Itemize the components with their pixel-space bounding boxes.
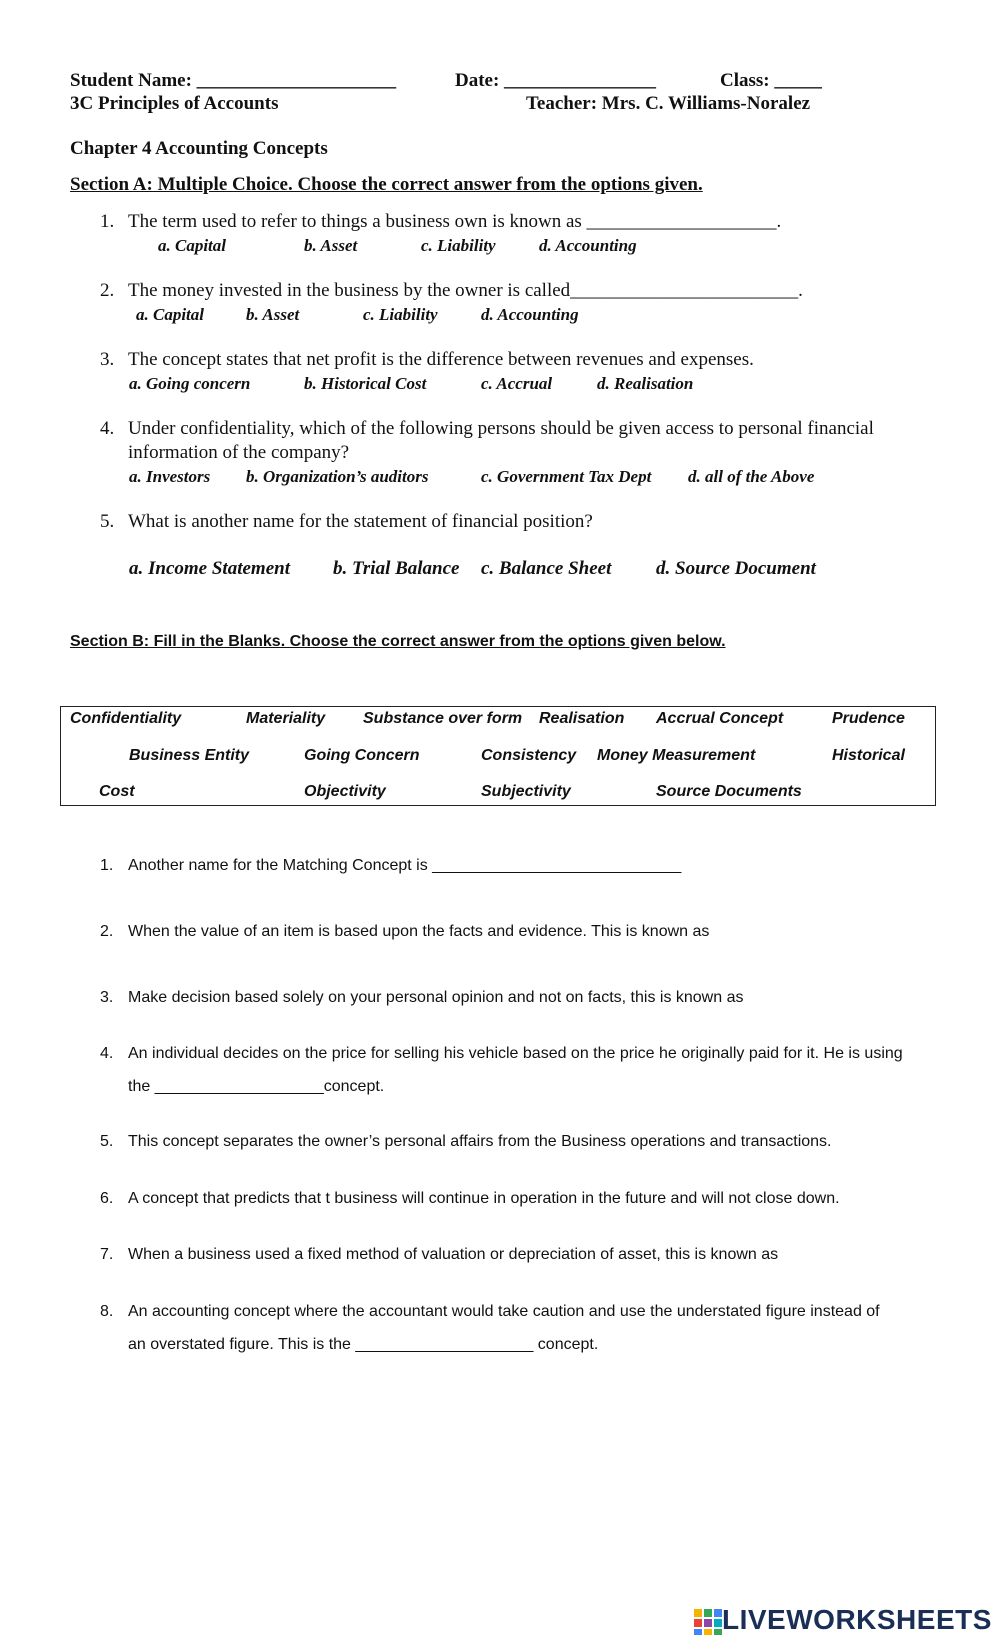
section-b-title: Section B: Fill in the Blanks. Choose the correct answer from the options given below. xyxy=(70,633,726,650)
word-bank-item: Historical xyxy=(832,747,905,764)
course-title: 3C Principles of Accounts xyxy=(70,93,279,114)
question-text: When the value of an item is based upon the facts and evidence. This is known as xyxy=(128,923,710,940)
question-number: 5. xyxy=(100,1133,114,1150)
question-text: A concept that predicts that t business will continue in operation in the future and will not close down. xyxy=(128,1190,840,1207)
chapter-title: Chapter 4 Accounting Concepts xyxy=(70,138,328,159)
word-bank-item: Source Documents xyxy=(656,783,802,800)
question-text: An accounting concept where the accountant would take caution and use the understated figure instead of xyxy=(128,1303,880,1320)
fill-question-2 xyxy=(100,923,709,941)
question-text: Another name for the Matching Concept is ____________________________ xyxy=(128,857,682,874)
class-field[interactable]: Class: _____ xyxy=(720,70,822,91)
question-text: The term used to refer to things a business own is known as ____________________. xyxy=(128,211,782,232)
word-bank-item: Subjectivity xyxy=(481,783,571,800)
question-number: 8. xyxy=(100,1303,114,1320)
fill-question-5 xyxy=(100,1133,832,1151)
option-c[interactable]: c. Liability xyxy=(363,305,438,324)
option-c[interactable]: c. Liability xyxy=(421,236,496,255)
word-bank-item: Money Measurement xyxy=(597,747,756,764)
teacher-name: Teacher: Mrs. C. Williams-Noralez xyxy=(526,93,811,114)
fill-question-8-continued: an overstated figure. This is the ____________________ concept. xyxy=(128,1336,599,1353)
question-number: 2. xyxy=(100,923,114,940)
option-a[interactable]: a. Investors xyxy=(129,467,211,486)
word-bank-item: Accrual Concept xyxy=(656,710,784,727)
question-number: 5. xyxy=(100,511,115,532)
question-text: The concept states that net profit is the difference between revenues and expenses. xyxy=(128,349,754,370)
option-b[interactable]: b. Asset xyxy=(246,305,300,324)
option-b[interactable]: b. Trial Balance xyxy=(333,558,460,579)
word-bank-item: Materiality xyxy=(246,710,326,727)
fill-question-4 xyxy=(100,1045,903,1063)
word-bank-item: Objectivity xyxy=(304,783,386,800)
word-bank-item: Consistency xyxy=(481,747,577,764)
fill-question-1 xyxy=(100,857,681,875)
question-number: 1. xyxy=(100,211,115,232)
mc-question-3 xyxy=(100,349,754,371)
option-a[interactable]: a. Capital xyxy=(158,236,227,255)
option-a[interactable]: a. Capital xyxy=(136,305,205,324)
student-name-field[interactable]: Student Name: _____________________ xyxy=(70,70,397,91)
mc-question-4 xyxy=(100,418,874,440)
option-b[interactable]: b. Historical Cost xyxy=(304,374,427,393)
mc-question-4-continued: information of the company? xyxy=(128,442,350,463)
question-number: 4. xyxy=(100,1045,114,1062)
liveworksheets-logo-text: LIVEWORKSHEETS xyxy=(722,1604,992,1635)
option-a[interactable]: a. Income Statement xyxy=(129,558,290,579)
fill-question-7 xyxy=(100,1246,778,1264)
fill-question-4-continued: the ___________________concept. xyxy=(128,1078,385,1095)
mc-question-1 xyxy=(100,211,781,233)
question-number: 2. xyxy=(100,280,115,301)
question-number: 3. xyxy=(100,989,114,1006)
option-d[interactable]: d. Accounting xyxy=(481,305,579,324)
question-text: This concept separates the owner’s personal affairs from the Business operations and transactions. xyxy=(128,1133,832,1150)
liveworksheets-logo-icon xyxy=(693,1608,723,1636)
option-d[interactable]: d. Accounting xyxy=(539,236,637,255)
question-text: An individual decides on the price for selling his vehicle based on the price he originally paid for it. He is using xyxy=(128,1045,903,1062)
question-number: 1. xyxy=(100,857,114,874)
word-bank-item: Going Concern xyxy=(304,747,420,764)
option-c[interactable]: c. Balance Sheet xyxy=(481,558,612,579)
question-text: Make decision based solely on your personal opinion and not on facts, this is known as xyxy=(128,989,744,1006)
question-text: The money invested in the business by the owner is called________________________. xyxy=(128,280,803,301)
word-bank-item: Substance over form xyxy=(363,710,523,727)
fill-question-6 xyxy=(100,1190,840,1208)
option-d[interactable]: d. Source Document xyxy=(656,558,816,579)
word-bank-item: Realisation xyxy=(539,710,625,727)
question-number: 3. xyxy=(100,349,115,370)
question-number: 7. xyxy=(100,1246,114,1263)
option-a[interactable]: a. Going concern xyxy=(129,374,251,393)
option-c[interactable]: c. Government Tax Dept xyxy=(481,467,652,486)
option-d[interactable]: d. all of the Above xyxy=(688,467,815,486)
mc-question-5 xyxy=(100,511,593,533)
fill-question-8 xyxy=(100,1303,880,1321)
word-bank-item: Prudence xyxy=(832,710,905,727)
option-b[interactable]: b. Asset xyxy=(304,236,358,255)
word-bank-item: Cost xyxy=(99,783,135,800)
option-d[interactable]: d. Realisation xyxy=(597,374,694,393)
word-bank-item: Confidentiality xyxy=(70,710,182,727)
option-c[interactable]: c. Accrual xyxy=(481,374,553,393)
question-number: 4. xyxy=(100,418,115,439)
date-field[interactable]: Date: ________________ xyxy=(455,70,657,91)
mc-question-2 xyxy=(100,280,803,302)
section-a-title: Section A: Multiple Choice. Choose the correct answer from the options given. xyxy=(70,174,703,195)
question-text: What is another name for the statement of financial position? xyxy=(128,511,593,532)
fill-question-3 xyxy=(100,989,743,1007)
word-bank-item: Business Entity xyxy=(129,747,250,764)
option-b[interactable]: b. Organization’s auditors xyxy=(246,467,429,486)
question-number: 6. xyxy=(100,1190,114,1207)
question-text: When a business used a fixed method of valuation or depreciation of asset, this is known as xyxy=(128,1246,779,1263)
question-text: Under confidentiality, which of the following persons should be given access to personal financial xyxy=(128,418,874,439)
